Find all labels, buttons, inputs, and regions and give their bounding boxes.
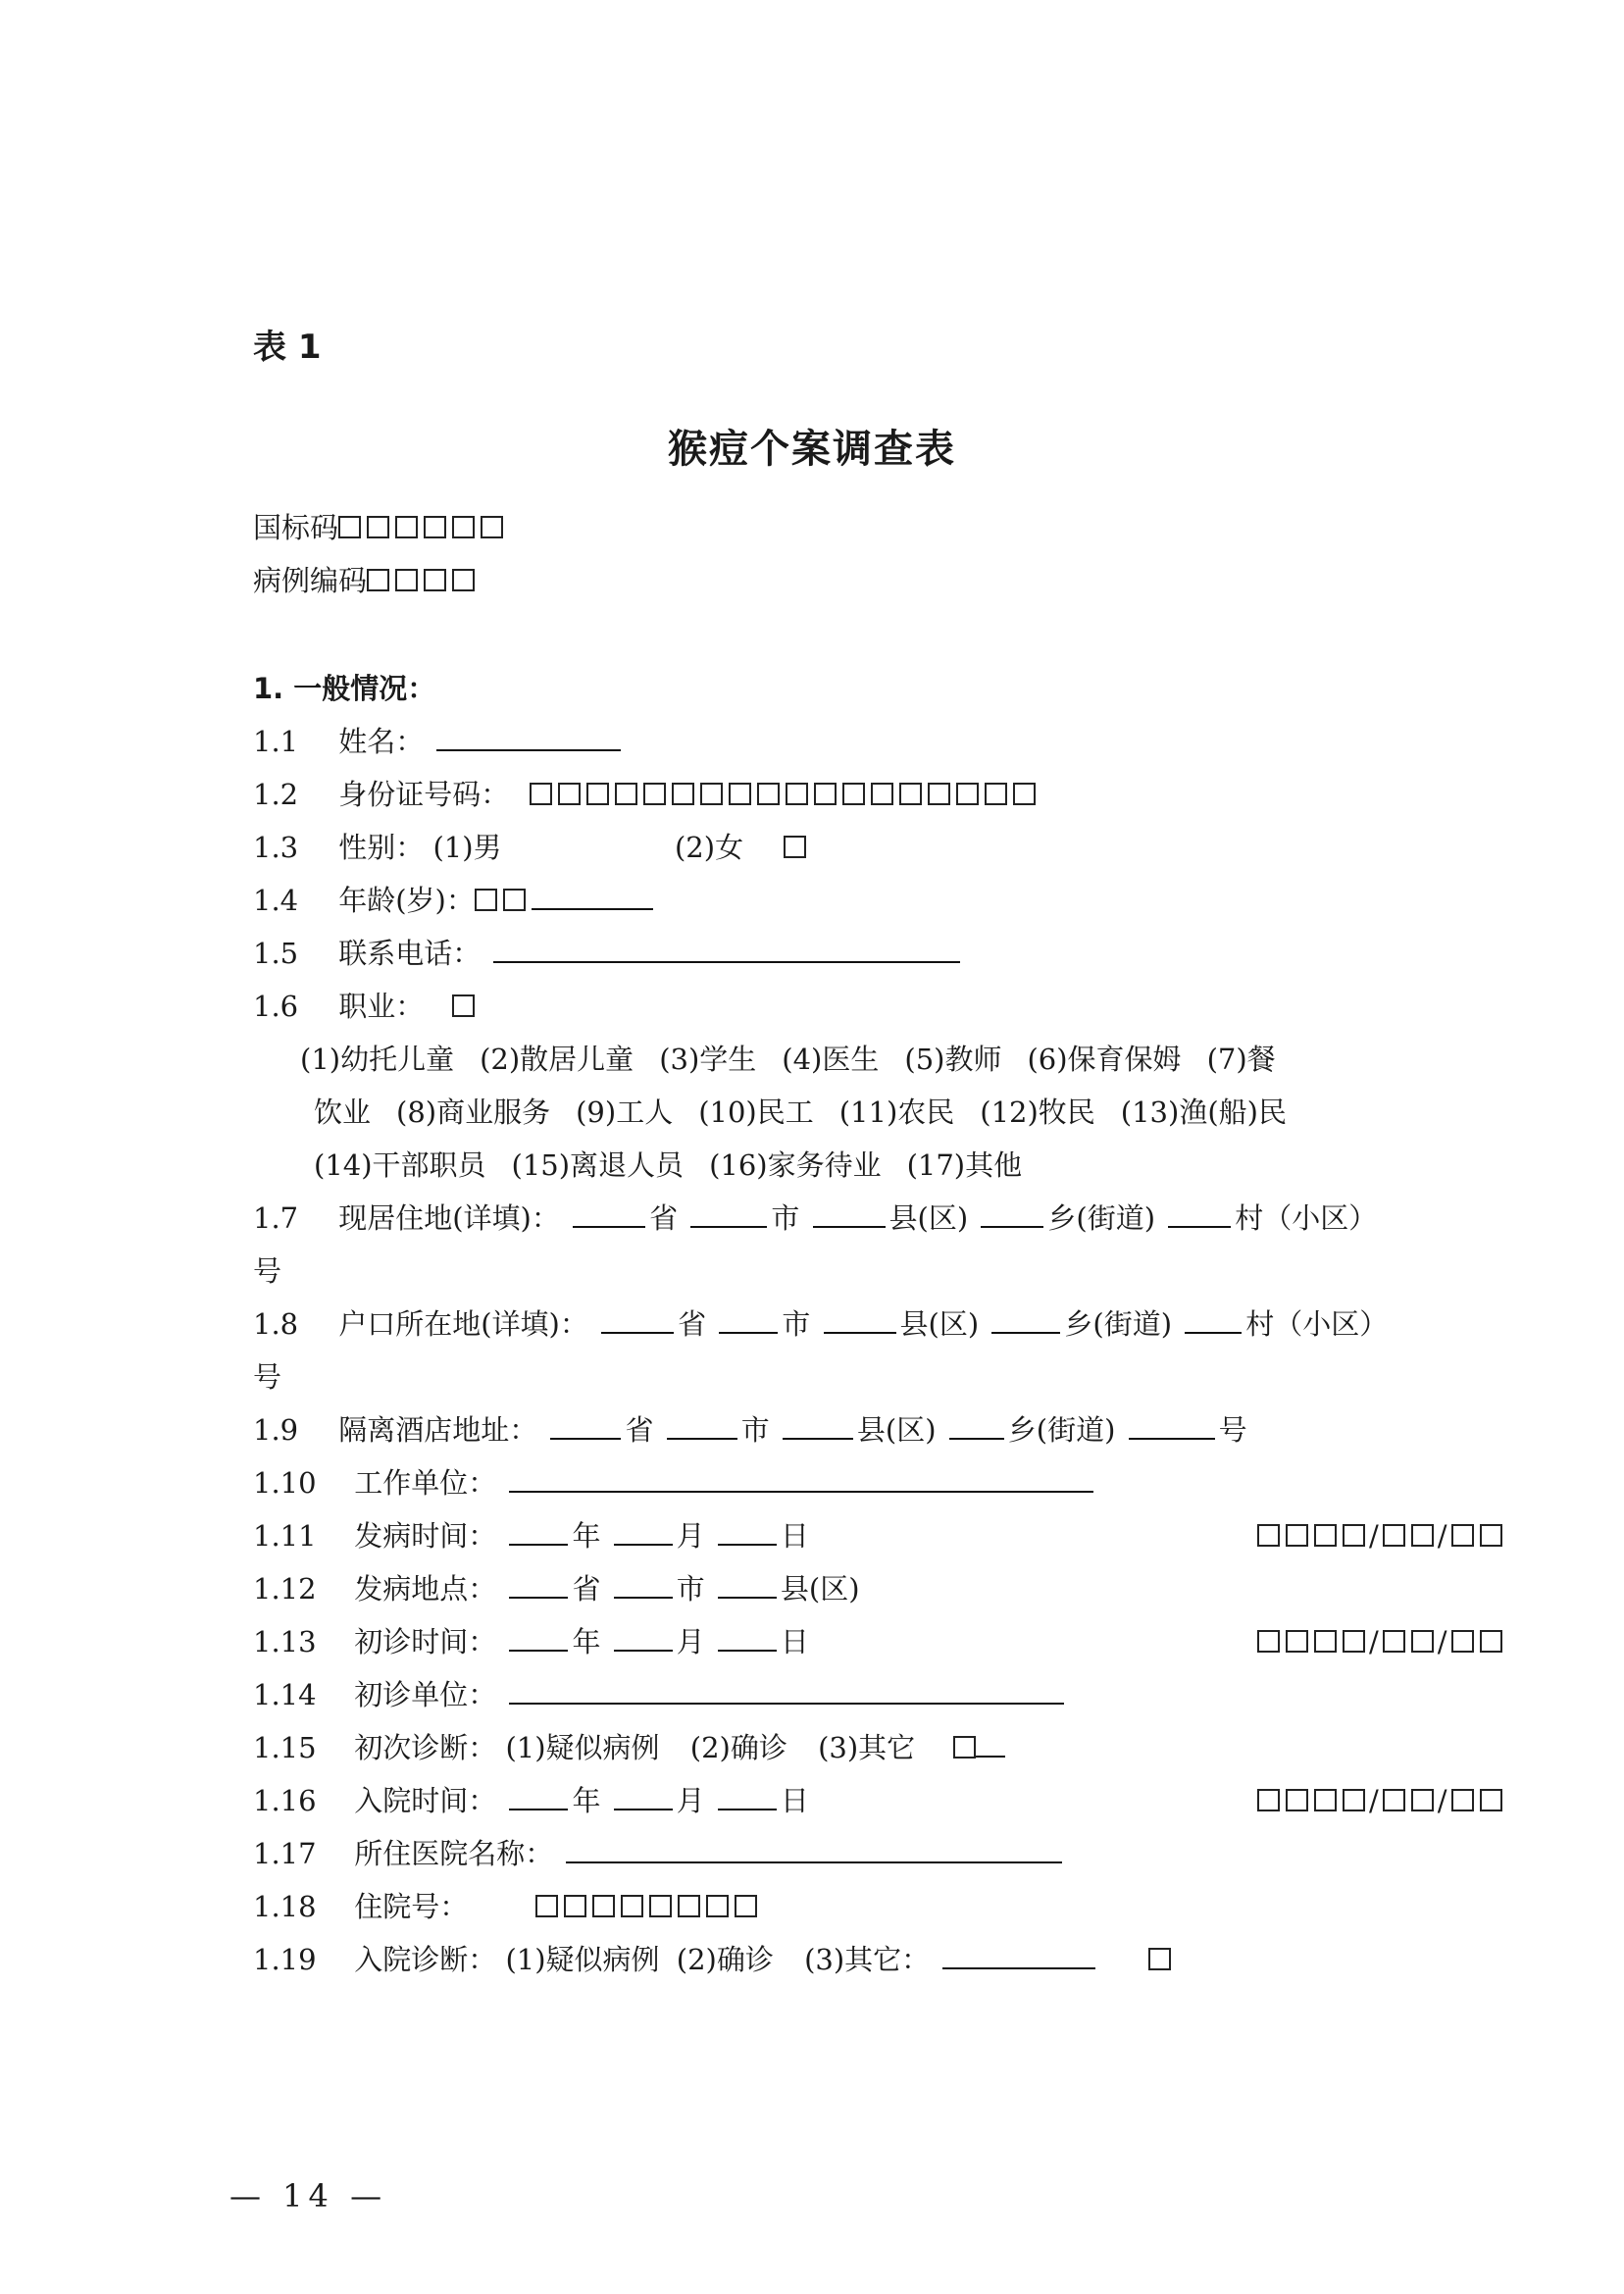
field-label: 初诊时间： — [354, 1625, 497, 1658]
field-first-visit-date — [253, 1624, 1447, 1663]
occupation-option[interactable]: (14)干部职员 — [314, 1148, 486, 1182]
field-label: 身份证号码： — [338, 778, 510, 811]
occupation-option[interactable]: (9)工人 — [576, 1096, 674, 1129]
digit-box[interactable] — [558, 783, 581, 805]
field-admission-diagnosis — [253, 1942, 1177, 1981]
unit-label: 月 — [676, 1519, 705, 1553]
digit-box[interactable] — [757, 783, 780, 805]
digit-box[interactable] — [672, 783, 694, 805]
village-input[interactable] — [1168, 1204, 1231, 1228]
occupation-option[interactable]: (1)幼托儿童 — [300, 1043, 455, 1076]
item-number: 1.4 — [253, 884, 299, 917]
occupation-option[interactable]: (13)渔(船)民 — [1120, 1096, 1287, 1129]
date-digit-box[interactable] — [1451, 1789, 1474, 1811]
city-input[interactable] — [667, 1416, 737, 1440]
occupation-option[interactable]: (10)民工 — [698, 1096, 814, 1129]
date-digit-box[interactable] — [1314, 1630, 1337, 1653]
occupation-options-line-2 — [314, 1095, 1312, 1134]
field-current-address — [253, 1200, 1377, 1240]
date-digit-box[interactable] — [1286, 1630, 1308, 1653]
field-occupation — [253, 989, 481, 1028]
digit-box[interactable] — [621, 1895, 643, 1917]
date-separator: / — [1369, 1625, 1379, 1658]
date-digit-box[interactable] — [1451, 1630, 1474, 1653]
field-name — [253, 724, 625, 763]
item-number: 1.12 — [253, 1572, 317, 1606]
work-unit-input[interactable] — [509, 1469, 1093, 1493]
date-separator: / — [1437, 1784, 1447, 1817]
province-input[interactable] — [601, 1310, 674, 1334]
field-id-number — [253, 777, 1041, 816]
unit-label: 县(区) — [888, 1201, 969, 1235]
date-digit-box[interactable] — [1383, 1630, 1405, 1653]
town-input[interactable] — [981, 1204, 1043, 1228]
field-label: 发病地点： — [354, 1572, 497, 1606]
age-box[interactable] — [503, 889, 526, 911]
province-input[interactable] — [573, 1204, 645, 1228]
digit-box[interactable] — [1013, 783, 1036, 805]
digit-box[interactable] — [530, 783, 552, 805]
date-digit-box[interactable] — [1286, 1524, 1308, 1547]
digit-box[interactable] — [592, 1895, 615, 1917]
digit-box[interactable] — [735, 1895, 757, 1917]
day-input[interactable] — [718, 1787, 777, 1810]
date-digit-box[interactable] — [1383, 1524, 1405, 1547]
section-heading: 1. 一般情况： — [253, 672, 436, 705]
date-digit-box[interactable] — [1257, 1524, 1280, 1547]
occupation-option[interactable]: (7)餐 — [1206, 1043, 1276, 1076]
unit-label: 市 — [676, 1572, 705, 1606]
digit-box[interactable] — [729, 783, 751, 805]
digit-box[interactable] — [871, 783, 893, 805]
hospital-name-input[interactable] — [566, 1840, 1062, 1863]
field-first-diagnosis — [253, 1730, 1009, 1769]
field-label: 现居住地(详填)： — [338, 1201, 560, 1235]
field-onset-place — [253, 1571, 860, 1610]
item-number: 1.16 — [253, 1784, 317, 1817]
field-label: 所住医院名称： — [354, 1837, 554, 1870]
occupation-options-line-1 — [300, 1042, 1301, 1081]
date-digit-box[interactable] — [1314, 1524, 1337, 1547]
item-number: 1.15 — [253, 1731, 317, 1764]
item-number: 1.11 — [253, 1519, 317, 1553]
field-label: 职业： — [338, 990, 425, 1023]
digit-box[interactable] — [338, 516, 361, 538]
age-input[interactable] — [532, 887, 653, 910]
number-input[interactable] — [1129, 1416, 1215, 1440]
field-first-visit-unit — [253, 1677, 1068, 1716]
province-input[interactable] — [550, 1416, 621, 1440]
field-sex — [253, 830, 812, 869]
field-hospital-name — [253, 1836, 1066, 1875]
id-number-boxes[interactable] — [530, 777, 1041, 812]
digit-box[interactable] — [424, 569, 446, 591]
digit-box[interactable] — [985, 783, 1007, 805]
field-label: 发病时间： — [354, 1519, 497, 1553]
phone-input[interactable] — [493, 940, 960, 963]
occupation-option[interactable]: (12)牧民 — [980, 1096, 1095, 1129]
digit-box[interactable] — [564, 1895, 586, 1917]
year-input[interactable] — [509, 1522, 568, 1546]
county-input[interactable] — [813, 1204, 886, 1228]
unit-label: 年 — [572, 1784, 601, 1817]
occupation-option[interactable]: (17)其他 — [906, 1148, 1023, 1182]
admission-option-suspected[interactable]: (1)疑似病例 — [505, 1943, 660, 1976]
day-input[interactable] — [718, 1628, 777, 1652]
date-digit-box[interactable] — [1411, 1524, 1434, 1547]
unit-label: 年 — [572, 1625, 601, 1658]
date-digit-box[interactable] — [1257, 1789, 1280, 1811]
case-number-row — [253, 563, 481, 602]
occupation-option[interactable]: 饮业 — [314, 1096, 372, 1129]
digit-box[interactable] — [535, 1895, 558, 1917]
date-digit-box[interactable] — [1343, 1524, 1365, 1547]
unit-label: 号 — [1218, 1413, 1247, 1447]
item-number: 1.19 — [253, 1943, 317, 1976]
field-label: 初次诊断： — [354, 1731, 497, 1764]
digit-box[interactable] — [452, 569, 475, 591]
town-input[interactable] — [991, 1310, 1060, 1334]
field-label: 住院号： — [354, 1890, 469, 1923]
digit-box[interactable] — [367, 516, 389, 538]
sex-option-male[interactable]: (1)男 — [432, 831, 502, 864]
item-number: 1.3 — [253, 831, 299, 864]
year-input[interactable] — [509, 1787, 568, 1810]
county-input[interactable] — [824, 1310, 896, 1334]
digit-box[interactable] — [928, 783, 950, 805]
field-label: 联系电话： — [338, 937, 482, 970]
occupation-option[interactable]: (2)散居儿童 — [480, 1043, 634, 1076]
date-digit-box[interactable] — [1383, 1789, 1405, 1811]
date-digit-box[interactable] — [1286, 1789, 1308, 1811]
field-label: 初诊单位： — [354, 1678, 497, 1711]
occupation-option[interactable]: (11)农民 — [838, 1096, 955, 1129]
field-label: 年龄(岁)： — [338, 884, 475, 917]
county-input[interactable] — [718, 1575, 777, 1599]
village-input[interactable] — [1185, 1310, 1242, 1334]
province-input[interactable] — [509, 1575, 568, 1599]
field-admission-date — [253, 1783, 1447, 1822]
digit-box[interactable] — [814, 783, 837, 805]
date-digit-box[interactable] — [1451, 1524, 1474, 1547]
digit-box[interactable] — [367, 569, 389, 591]
occupation-checkbox[interactable] — [452, 994, 475, 1017]
digit-box[interactable] — [706, 1895, 729, 1917]
item-number: 1.17 — [253, 1837, 317, 1870]
day-input[interactable] — [718, 1522, 777, 1546]
field-label: 性别： — [338, 831, 425, 864]
unit-label: 县(区) — [899, 1307, 980, 1341]
diagnosis-checkbox[interactable] — [953, 1736, 976, 1759]
unit-label: 日 — [780, 1784, 809, 1817]
item-number: 1.5 — [253, 937, 299, 970]
digit-box[interactable] — [395, 569, 418, 591]
admission-date-boxes[interactable] — [1257, 1783, 1508, 1818]
admission-checkbox[interactable] — [1148, 1948, 1171, 1970]
age-box[interactable] — [475, 889, 497, 911]
county-input[interactable] — [783, 1416, 853, 1440]
digit-box[interactable] — [678, 1895, 700, 1917]
unit-label: 村（小区） — [1235, 1201, 1378, 1235]
month-input[interactable] — [614, 1628, 673, 1652]
digit-box[interactable] — [956, 783, 979, 805]
item-number: 1.7 — [253, 1201, 299, 1235]
unit-label: 日 — [780, 1625, 809, 1658]
digit-box[interactable] — [649, 1895, 672, 1917]
unit-label: 省 — [649, 1201, 679, 1235]
date-digit-box[interactable] — [1480, 1789, 1502, 1811]
date-digit-box[interactable] — [1343, 1630, 1365, 1653]
city-input[interactable] — [719, 1310, 778, 1334]
digit-box[interactable] — [615, 783, 637, 805]
diagnosis-other-input[interactable] — [976, 1734, 1005, 1758]
field-onset-date — [253, 1518, 1447, 1557]
digit-box[interactable] — [786, 783, 808, 805]
city-input[interactable] — [614, 1575, 673, 1599]
occupation-option[interactable]: (16)家务待业 — [709, 1148, 882, 1182]
item-number: 1.1 — [253, 725, 299, 758]
digit-box[interactable] — [842, 783, 865, 805]
case-number-label: 病例编码 — [253, 564, 368, 597]
unit-label: 省 — [625, 1413, 654, 1447]
diagnosis-option-other[interactable]: (3)其它 — [818, 1731, 916, 1764]
date-separator: / — [1369, 1784, 1379, 1817]
item-number: 1.6 — [253, 990, 299, 1023]
occupation-options-line-3 — [314, 1147, 1047, 1187]
field-work-unit — [253, 1465, 1097, 1504]
page-title: 猴痘个案调查表 — [668, 427, 956, 472]
year-input[interactable] — [509, 1628, 568, 1652]
sex-checkbox[interactable] — [784, 836, 806, 858]
occupation-option[interactable]: (5)教师 — [904, 1043, 1002, 1076]
item-number: 1.9 — [253, 1413, 299, 1447]
item-number: 1.2 — [253, 778, 299, 811]
unit-label: 乡(街道) — [1047, 1201, 1156, 1235]
field-household-address — [253, 1306, 1388, 1346]
date-digit-box[interactable] — [1257, 1630, 1280, 1653]
field-hospital-number — [253, 1889, 763, 1928]
occupation-option[interactable]: (3)学生 — [659, 1043, 757, 1076]
field-label: 入院时间： — [354, 1784, 497, 1817]
first-visit-unit-input[interactable] — [509, 1681, 1064, 1705]
first-visit-date-boxes[interactable] — [1257, 1624, 1508, 1659]
occupation-option[interactable]: (15)离退人员 — [511, 1148, 685, 1182]
digit-box[interactable] — [700, 783, 723, 805]
digit-box[interactable] — [643, 783, 666, 805]
digit-box[interactable] — [452, 516, 475, 538]
date-digit-box[interactable] — [1480, 1630, 1502, 1653]
digit-box[interactable] — [481, 516, 503, 538]
hospital-number-boxes[interactable] — [535, 1889, 763, 1924]
unit-label: 乡(街道) — [1064, 1307, 1173, 1341]
sex-option-female[interactable]: (2)女 — [674, 831, 744, 864]
admission-option-confirmed[interactable]: (2)确诊 — [676, 1943, 774, 1976]
unit-label: 月 — [676, 1784, 705, 1817]
occupation-option[interactable]: (4)医生 — [782, 1043, 880, 1076]
unit-label: 省 — [678, 1307, 707, 1341]
occupation-option[interactable]: (8)商业服务 — [396, 1096, 551, 1129]
date-digit-box[interactable] — [1480, 1524, 1502, 1547]
field-label: 工作单位： — [354, 1466, 497, 1500]
item-number: 1.14 — [253, 1678, 317, 1711]
unit-label: 年 — [572, 1519, 601, 1553]
digit-box[interactable] — [586, 783, 609, 805]
unit-label: 市 — [782, 1307, 811, 1341]
unit-label: 日 — [780, 1519, 809, 1553]
item-number: 1.13 — [253, 1625, 317, 1658]
date-digit-box[interactable] — [1314, 1789, 1337, 1811]
date-digit-box[interactable] — [1343, 1789, 1365, 1811]
date-separator: / — [1437, 1625, 1447, 1658]
month-input[interactable] — [614, 1522, 673, 1546]
date-separator: / — [1437, 1519, 1447, 1553]
occupation-option[interactable]: (6)保育保姆 — [1027, 1043, 1182, 1076]
unit-label: 市 — [740, 1413, 770, 1447]
current-address-wrap: 号 — [253, 1254, 282, 1288]
item-number: 1.8 — [253, 1307, 299, 1341]
field-label: 入院诊断： — [354, 1943, 497, 1976]
diagnosis-option-confirmed[interactable]: (2)确诊 — [689, 1731, 787, 1764]
item-number: 1.18 — [253, 1890, 317, 1923]
unit-label: 县(区) — [780, 1572, 860, 1606]
field-age — [253, 883, 657, 922]
admission-other-input[interactable] — [942, 1946, 1095, 1969]
field-quarantine-hotel-address — [253, 1412, 1247, 1452]
national-code-row — [253, 510, 509, 549]
national-code-label: 国标码 — [253, 511, 339, 544]
household-address-wrap: 号 — [253, 1360, 282, 1394]
date-digit-box[interactable] — [1411, 1789, 1434, 1811]
field-label: 隔离酒店地址： — [338, 1413, 538, 1447]
unit-label: 市 — [771, 1201, 800, 1235]
digit-box[interactable] — [395, 516, 418, 538]
unit-label: 乡(街道) — [1007, 1413, 1116, 1447]
city-input[interactable] — [690, 1204, 767, 1228]
date-separator: / — [1369, 1519, 1379, 1553]
date-digit-box[interactable] — [1411, 1630, 1434, 1653]
unit-label: 县(区) — [856, 1413, 937, 1447]
item-number: 1.10 — [253, 1466, 317, 1500]
unit-label: 村（小区） — [1245, 1307, 1389, 1341]
month-input[interactable] — [614, 1787, 673, 1810]
town-input[interactable] — [949, 1416, 1004, 1440]
case-number-boxes[interactable] — [367, 563, 481, 598]
page-number: — 14 — — [229, 2177, 388, 2215]
national-code-boxes[interactable] — [338, 510, 509, 545]
field-label: 户口所在地(详填)： — [338, 1307, 588, 1341]
unit-label: 省 — [572, 1572, 601, 1606]
name-input[interactable] — [436, 728, 621, 751]
diagnosis-option-suspected[interactable]: (1)疑似病例 — [505, 1731, 660, 1764]
digit-box[interactable] — [424, 516, 446, 538]
admission-option-other[interactable]: (3)其它： — [804, 1943, 931, 1976]
unit-label: 月 — [676, 1625, 705, 1658]
field-phone — [253, 936, 964, 975]
table-label: 表 1 — [253, 328, 322, 367]
field-label: 姓名： — [338, 725, 425, 758]
digit-box[interactable] — [899, 783, 922, 805]
onset-date-boxes[interactable] — [1257, 1518, 1508, 1554]
